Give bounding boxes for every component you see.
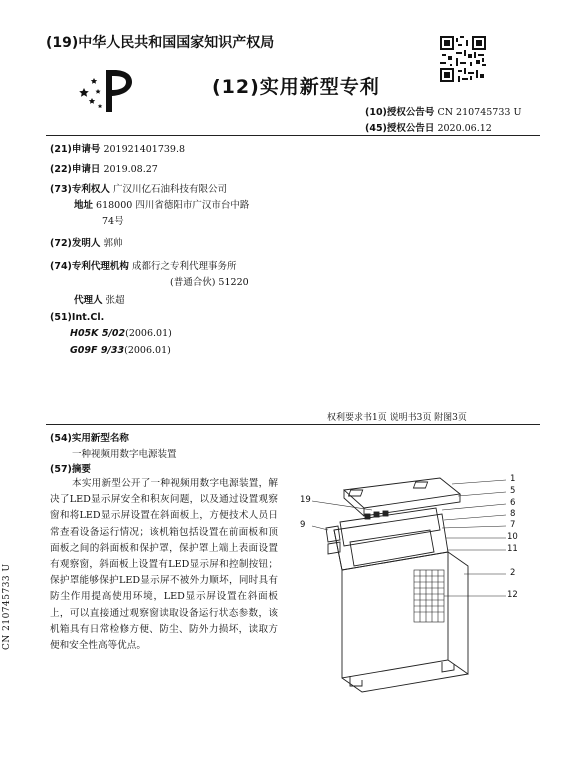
inventor-label: (72)发明人 (50, 238, 101, 249)
abstract-label: (57)摘要 (50, 464, 91, 475)
callout-5: 5 (510, 486, 516, 496)
callout-10: 10 (507, 532, 518, 542)
application-number-label: (21)申请号 (50, 144, 101, 155)
header-divider (46, 135, 540, 136)
agency-label: (74)专利代理机构 (50, 261, 129, 272)
publication-number-row (365, 104, 521, 118)
utility-model-title: 一种视频用数字电源装置 (72, 449, 177, 460)
inventor: 郭帅 (103, 238, 123, 249)
side-publication-code: CN 210745733 U (2, 563, 12, 650)
application-number-row (50, 141, 185, 155)
patentee-row (50, 181, 227, 195)
callout-2: 2 (510, 568, 516, 578)
address-row (74, 197, 249, 211)
address-line-2: 74号 (102, 216, 124, 227)
ipc-label: (51)Int.Cl. (50, 312, 105, 323)
qr-code (440, 36, 486, 82)
callout-19: 19 (300, 495, 311, 505)
title-label: (54)实用新型名称 (50, 433, 129, 444)
agency-line-2: (普通合伙) 51220 (170, 277, 249, 288)
patentee-label: (73)专利权人 (50, 184, 110, 195)
ipc-classification-1: H05K 5/02(2006.01) (70, 328, 172, 339)
publication-number: CN 210745733 U (437, 107, 522, 118)
ipc-classification-2: G09F 9/33(2006.01) (70, 345, 171, 356)
agency-line-1: 成都行之专利代理事务所 (131, 261, 237, 272)
office-name: (19)中华人民共和国国家知识产权局 (46, 35, 275, 51)
cnipa-logo (76, 68, 136, 116)
biblio-divider (46, 424, 540, 425)
inventor-row (50, 235, 122, 249)
patentee: 广汉川亿石油科技有限公司 (112, 184, 227, 195)
filing-date-row (50, 161, 158, 175)
application-number: 201921401739.8 (103, 144, 186, 155)
agent: 张超 (105, 295, 125, 306)
agent-label: 代理人 (74, 295, 103, 306)
callout-11: 11 (507, 544, 518, 554)
callout-1: 1 (510, 474, 516, 484)
agency-row (50, 258, 236, 272)
pages-note: 权利要求书1页 说明书3页 附图3页 (327, 413, 467, 423)
publication-date-label: (45)授权公告日 (365, 123, 435, 134)
callout-12: 12 (507, 590, 518, 600)
publication-number-label: (10)授权公告号 (365, 107, 435, 118)
callout-9: 9 (300, 520, 306, 530)
callout-7: 7 (510, 520, 516, 530)
abstract-text: 本实用新型公开了一种视频用数字电源装置，解决了LED显示屏安全和积灰问题，以及通过设置观察窗和将LED显示屏设置在斜面板上，方便技术人员日常查看设备运行情况；该机箱包括设置在前面板和顶面板之间的斜面板和保护罩，保护罩上端上表面设置有观察窗，斜面板上设置有LED显示屏和控制按钮；保护罩能够保护LED显示屏不被外力顺坏，同时具有防尘作用提高使用环境，LED显示屏设置在斜面板上，可以直接通过观察窗读取设备运行状态参数，该机箱具有日常检修方便、防尘、防外力损坏，读取方便和安全性高等优点。 (50, 478, 278, 652)
document-type: (12)实用新型专利 (212, 76, 380, 98)
publication-date-row (365, 120, 492, 134)
device-drawing (292, 470, 532, 710)
filing-date: 2019.08.27 (103, 164, 158, 175)
address-line-1: 618000 四川省德阳市广汉市台中路 (96, 200, 250, 211)
callout-8: 8 (510, 509, 516, 519)
publication-date: 2020.06.12 (437, 123, 492, 134)
callout-6: 6 (510, 498, 516, 508)
address-label: 地址 (74, 200, 94, 211)
filing-date-label: (22)申请日 (50, 164, 101, 175)
agent-row (74, 292, 125, 306)
